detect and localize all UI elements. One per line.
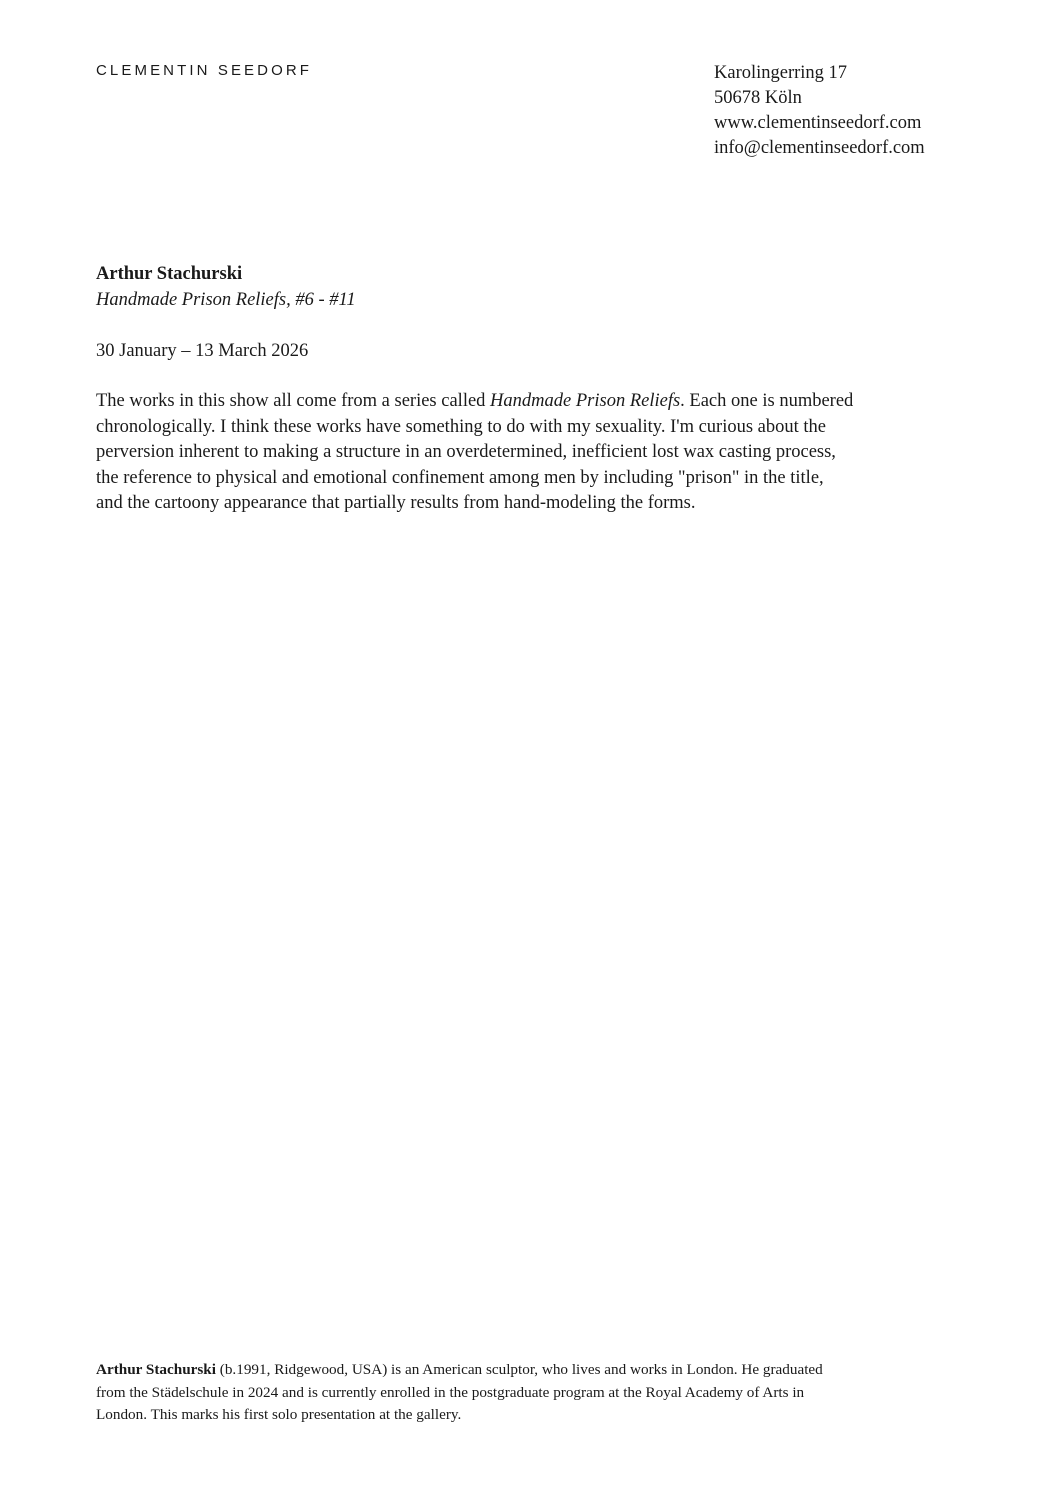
- statement-text: The works in this show all come from a series called: [96, 391, 491, 411]
- statement-line: [96, 389, 936, 415]
- exhibition-dates: 30 January – 13 March 2026: [96, 341, 309, 361]
- statement-line: and the cartoony appearance that partially results from hand-modeling the forms.: [96, 493, 696, 514]
- statement-text: . Each one is numbered: [680, 391, 854, 411]
- bio-artist-name: Arthur Stachurski: [96, 1361, 216, 1378]
- exhibition-heading: [96, 261, 356, 313]
- address-website: www.clementinseedorf.com: [714, 113, 922, 133]
- gallery-logo: CLEMENTIN SEEDORF: [96, 62, 313, 79]
- exhibition-title: Handmade Prison Reliefs, #6 - #11: [96, 290, 356, 310]
- artist-statement: [96, 389, 936, 517]
- gallery-address: [714, 61, 925, 161]
- address-street: Karolingerring 17: [714, 63, 848, 83]
- artist-name: Arthur Stachurski: [96, 264, 243, 284]
- bio-line: London. This marks his first solo presentation at the gallery.: [96, 1406, 462, 1423]
- bio-line: from the Städelschule in 2024 and is currently enrolled in the postgraduate program at the Royal Academy of Arts in: [96, 1383, 805, 1401]
- address-city: 50678 Köln: [714, 88, 802, 108]
- bio-text: (b.1991, Ridgewood, USA) is an American sculptor, who lives and works in London. He graduated: [215, 1361, 823, 1378]
- statement-line: chronologically. I think these works have something to do with my sexuality. I'm curious about the: [96, 416, 827, 437]
- address-email: info@clementinseedorf.com: [714, 138, 925, 158]
- artist-bio: [96, 1359, 936, 1427]
- series-title: Handmade Prison Reliefs: [490, 391, 681, 411]
- statement-line: perversion inherent to making a structure in an overdetermined, inefficient lost wax casting process,: [96, 442, 836, 463]
- statement-line: the reference to physical and emotional confinement among men by including "prison" in the title,: [96, 467, 824, 488]
- bio-line: [96, 1359, 936, 1382]
